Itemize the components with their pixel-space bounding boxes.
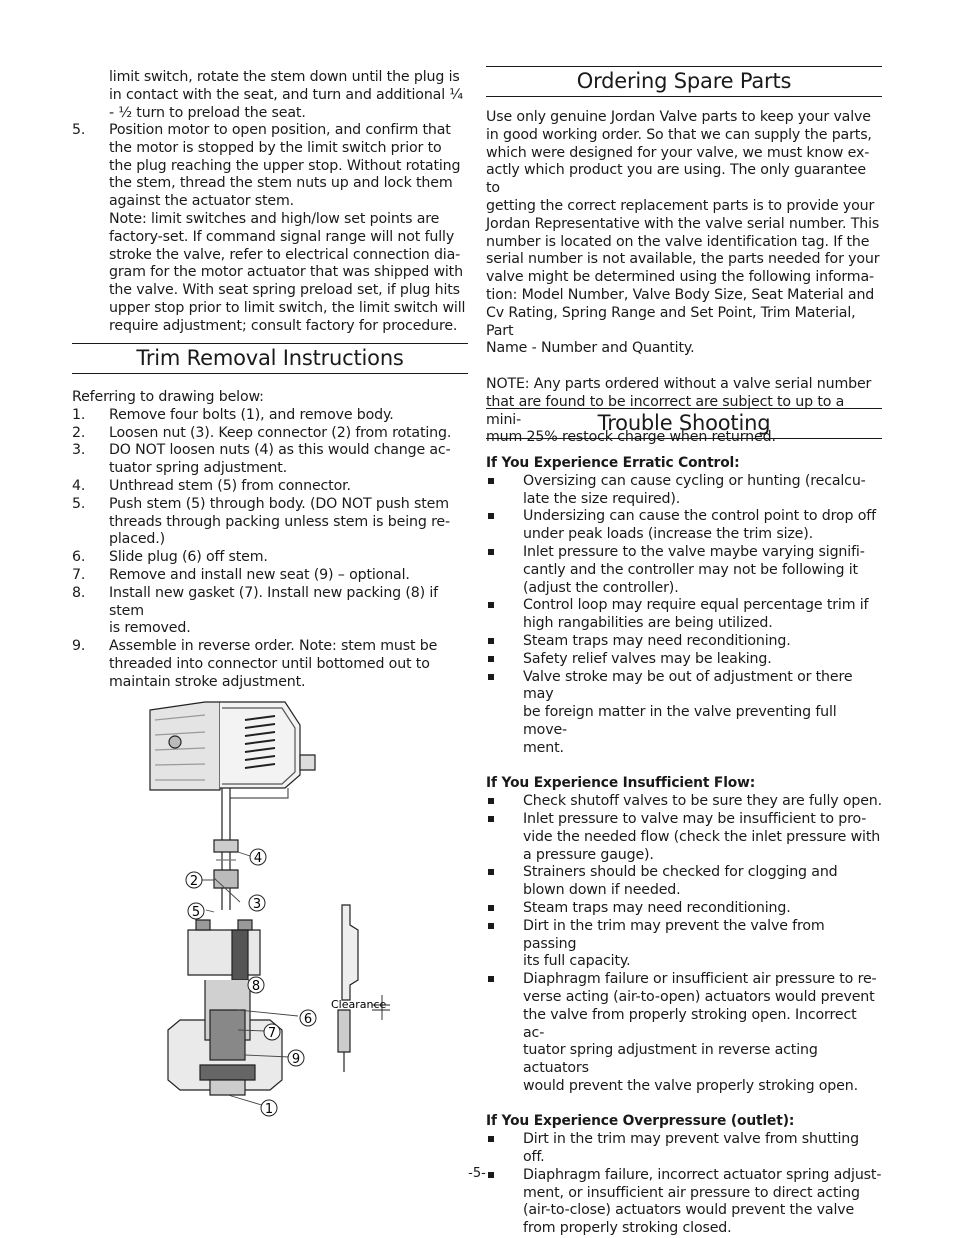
text-line: valve might be determined using the following informa- — [486, 269, 874, 286]
text-line: blown down if needed. — [523, 882, 681, 899]
text-line: Remove and install new seat (9) – optional. — [109, 566, 410, 583]
text-line: from properly stroking closed. — [523, 1220, 732, 1237]
text-line: mum 25% restock charge when returned. — [486, 429, 776, 446]
text-line: DO NOT loosen nuts (4) as this would change ac- — [109, 442, 451, 459]
step-number: 2. — [72, 424, 86, 441]
text-line: Slide plug (6) off stem. — [109, 549, 268, 566]
text-line: tuator spring adjustment in reverse acting actuators — [523, 1042, 818, 1077]
text-line: Unthread stem (5) from connector. — [109, 477, 351, 494]
callout-3 — [249, 895, 265, 912]
callout-1 — [261, 1100, 277, 1117]
bullet-square-icon — [488, 549, 494, 555]
trim-removal-steps — [72, 407, 468, 692]
bullet-square-icon — [488, 869, 494, 875]
text-line: NOTE: Any parts ordered without a valve serial number — [486, 375, 872, 392]
svg-text:4: 4 — [253, 851, 263, 866]
text-line: a pressure gauge). — [523, 846, 654, 863]
text-line: Steam traps may need reconditioning. — [523, 632, 791, 649]
text-line: actly which product you are using. The only guarantee to — [486, 162, 866, 197]
text-line: gram for the motor actuator that was shipped with — [109, 264, 463, 281]
step-number: 5. — [72, 122, 86, 138]
callout-4 — [250, 849, 266, 866]
text-line: Push stem (5) through body. (DO NOT push stem — [109, 495, 449, 512]
step-5 — [72, 122, 505, 336]
step-continuation — [109, 69, 468, 122]
svg-text:3: 3 — [252, 897, 262, 912]
text-line: which were designed for your valve, we must know ex- — [486, 144, 870, 161]
text-line: Safety relief valves may be leaking. — [523, 650, 772, 667]
text-line: cantly and the controller may not be following it — [523, 561, 858, 578]
text-line: Diaphragm failure or insufficient air pressure to re- — [523, 971, 877, 988]
text-line: is removed. — [109, 620, 191, 637]
text-line: the motor is stopped by the limit switch prior to — [109, 139, 442, 156]
page-number: -5- — [468, 1166, 486, 1181]
text-line: Position motor to open position, and confirm that — [109, 122, 451, 138]
text-line: ment, or insufficient air pressure to direct acting — [523, 1184, 860, 1201]
trim-step — [72, 496, 468, 549]
text-line: Loosen nut (3). Keep connector (2) from rotating. — [109, 424, 452, 441]
bullet-item — [486, 651, 882, 669]
text-line: Check shutoff valves to be sure they are fully open. — [523, 793, 883, 810]
ordering-paragraph — [486, 109, 882, 358]
trim-removal-intro: Referring to drawing below: — [72, 389, 264, 405]
bullet-square-icon — [488, 638, 494, 644]
text-line: Cv Rating, Spring Range and Set Point, Trim Material, Part — [486, 304, 856, 339]
text-line: would prevent the valve properly stroking open. — [523, 1077, 858, 1094]
step-number: 7. — [72, 566, 86, 583]
callout-2 — [186, 872, 202, 889]
continuation-text: limit switch, rotate the stem down until the plug is in contact with the seat, and turn and additional ¼ - ½ turn to preload the seat. — [109, 69, 463, 121]
text-line: Note: limit switches and high/low set points are — [109, 210, 440, 227]
text-line: Control loop may require equal percentage trim if — [523, 597, 869, 614]
bullet-item — [486, 900, 882, 918]
text-line: the valve. With seat spring preload set, if plug hits — [109, 282, 460, 299]
text-line: Name - Number and Quantity. — [486, 340, 695, 357]
bullet-item — [486, 633, 882, 651]
bullet-item — [486, 669, 882, 758]
bullet-square-icon — [488, 513, 494, 519]
text-line: vide the needed flow (check the inlet pressure with — [523, 828, 881, 845]
step-number: 4. — [72, 477, 86, 494]
text-line: stroke the valve, refer to electrical connection dia- — [109, 246, 461, 263]
text-line: the valve from properly stroking open. Incorrect ac- — [523, 1006, 857, 1041]
step-number: 9. — [72, 638, 86, 655]
text-line: high rangabilities are being utilized. — [523, 615, 773, 632]
trim-step — [72, 425, 468, 443]
bullet-item — [486, 508, 882, 544]
text-line: that are found to be incorrect are subject to up to a mini- — [486, 393, 845, 428]
step-number: 3. — [72, 442, 86, 459]
text-line: upper stop prior to limit switch, the limit switch will — [109, 299, 466, 316]
text-line: (air-to-close) actuators would prevent the valve — [523, 1202, 855, 1219]
text-line: Inlet pressure to the valve maybe varying signifi- — [523, 543, 865, 560]
text-line: Steam traps may need reconditioning. — [523, 899, 791, 916]
text-line: placed.) — [109, 531, 166, 548]
text-line: ment. — [523, 739, 564, 756]
text-line: the stem, thread the stem nuts up and lock them — [109, 175, 453, 192]
text-line: maintain stroke adjustment. — [109, 673, 306, 690]
bullet-item — [486, 864, 882, 900]
text-line: late the size required). — [523, 490, 681, 507]
step-number: 8. — [72, 584, 86, 601]
valve-cross-section-diagram — [110, 680, 410, 1125]
text-line: tuator spring adjustment. — [109, 460, 287, 477]
step-number: 6. — [72, 549, 86, 566]
svg-text:8: 8 — [251, 979, 261, 994]
svg-text:6: 6 — [303, 1012, 313, 1027]
bullet-square-icon — [488, 602, 494, 608]
text-line: Diaphragm failure, incorrect actuator spring adjust- — [523, 1166, 882, 1183]
text-line: the plug reaching the upper stop. Without rotating — [109, 157, 461, 174]
callout-9 — [288, 1050, 304, 1067]
bullet-item — [486, 544, 882, 597]
text-line: against the actuator stem. — [109, 193, 295, 210]
text-line: Inlet pressure to valve may be insufficient to pro- — [523, 810, 867, 827]
bullet-square-icon — [488, 923, 494, 929]
text-line: (adjust the controller). — [523, 579, 679, 596]
text-line: Assemble in reverse order. Note: stem must be — [109, 638, 438, 655]
trim-step — [72, 585, 468, 638]
callout-6 — [300, 1010, 316, 1027]
bullet-item — [486, 1131, 882, 1167]
trim-removal-list — [72, 389, 468, 692]
bullet-square-icon — [488, 674, 494, 680]
bullet-square-icon — [488, 1136, 494, 1142]
text-line: factory-set. If command signal range will not fully — [109, 228, 455, 245]
trim-step — [72, 407, 468, 425]
svg-text:1: 1 — [264, 1102, 274, 1117]
bullet-item — [486, 811, 882, 864]
bullet-item — [486, 918, 882, 971]
step-number: 1. — [72, 406, 86, 423]
trim-step — [72, 567, 468, 585]
trim-step — [72, 442, 468, 478]
text-line: threaded into connector until bottomed out to — [109, 655, 430, 672]
text-line: its full capacity. — [523, 953, 631, 970]
step-5-text — [109, 122, 505, 336]
text-line: Use only genuine Jordan Valve parts to keep your valve — [486, 109, 871, 125]
svg-text:5: 5 — [191, 905, 201, 920]
trouble-shooting-body — [486, 455, 882, 1238]
text-line: Undersizing can cause the control point to drop off — [523, 508, 876, 525]
svg-text:7: 7 — [267, 1026, 277, 1041]
svg-text:2: 2 — [189, 874, 199, 889]
ordering-heading: Ordering Spare Parts — [486, 66, 882, 97]
text-line: Dirt in the trim may prevent valve from shutting off. — [523, 1131, 859, 1166]
bullet-square-icon — [488, 816, 494, 822]
text-line: serial number is not available, the parts needed for your — [486, 251, 880, 268]
trim-removal-heading: Trim Removal Instructions — [72, 343, 468, 374]
text-line: Remove four bolts (1), and remove body. — [109, 406, 394, 423]
text-line: getting the correct replacement parts is to provide your — [486, 197, 875, 214]
bullet-item — [486, 793, 882, 811]
trouble-heading: Trouble Shooting — [486, 408, 882, 439]
text-line: be foreign matter in the valve preventing full move- — [523, 704, 837, 738]
trouble-section-title: If You Experience Overpressure (outlet): — [486, 1113, 795, 1130]
bullet-square-icon — [488, 656, 494, 662]
step-number: 5. — [72, 495, 86, 512]
text-line: verse acting (air-to-open) actuators would prevent — [523, 988, 875, 1005]
bullet-square-icon — [488, 798, 494, 804]
text-line: Jordan Representative with the valve serial number. This — [486, 215, 880, 232]
text-line: under peak loads (increase the trim size). — [523, 526, 813, 543]
bullet-square-icon — [488, 478, 494, 484]
text-line: Valve stroke may be out of adjustment or there may — [523, 668, 853, 703]
text-line: Strainers should be checked for clogging and — [523, 864, 838, 881]
text-line: tion: Model Number, Valve Body Size, Seat Material and — [486, 286, 875, 303]
text-line: Install new gasket (7). Install new packing (8) if stem — [109, 584, 439, 619]
bullet-item — [486, 597, 882, 633]
trim-step — [72, 549, 468, 567]
bullet-item — [486, 971, 882, 1096]
text-line: Oversizing can cause cycling or hunting (recalcu- — [523, 472, 866, 489]
clearance-label: Clearance — [331, 998, 387, 1011]
bullet-item — [486, 473, 882, 509]
bullet-square-icon — [488, 905, 494, 911]
text-line: number is located on the valve identification tag. If the — [486, 233, 870, 250]
text-line: require adjustment; consult factory for procedure. — [109, 317, 458, 334]
text-line: in good working order. So that we can supply the parts, — [486, 126, 872, 143]
trouble-section-title: If You Experience Erratic Control: — [486, 455, 740, 471]
callout-5 — [188, 903, 204, 920]
trouble-section-title: If You Experience Insufficient Flow: — [486, 775, 756, 792]
text-line: Dirt in the trim may prevent the valve from passing — [523, 917, 825, 952]
text-line: threads through packing unless stem is being re- — [109, 513, 450, 530]
svg-text:9: 9 — [291, 1052, 301, 1067]
bullet-square-icon — [488, 976, 494, 982]
trim-step — [72, 478, 468, 496]
ordering-body — [486, 109, 882, 447]
